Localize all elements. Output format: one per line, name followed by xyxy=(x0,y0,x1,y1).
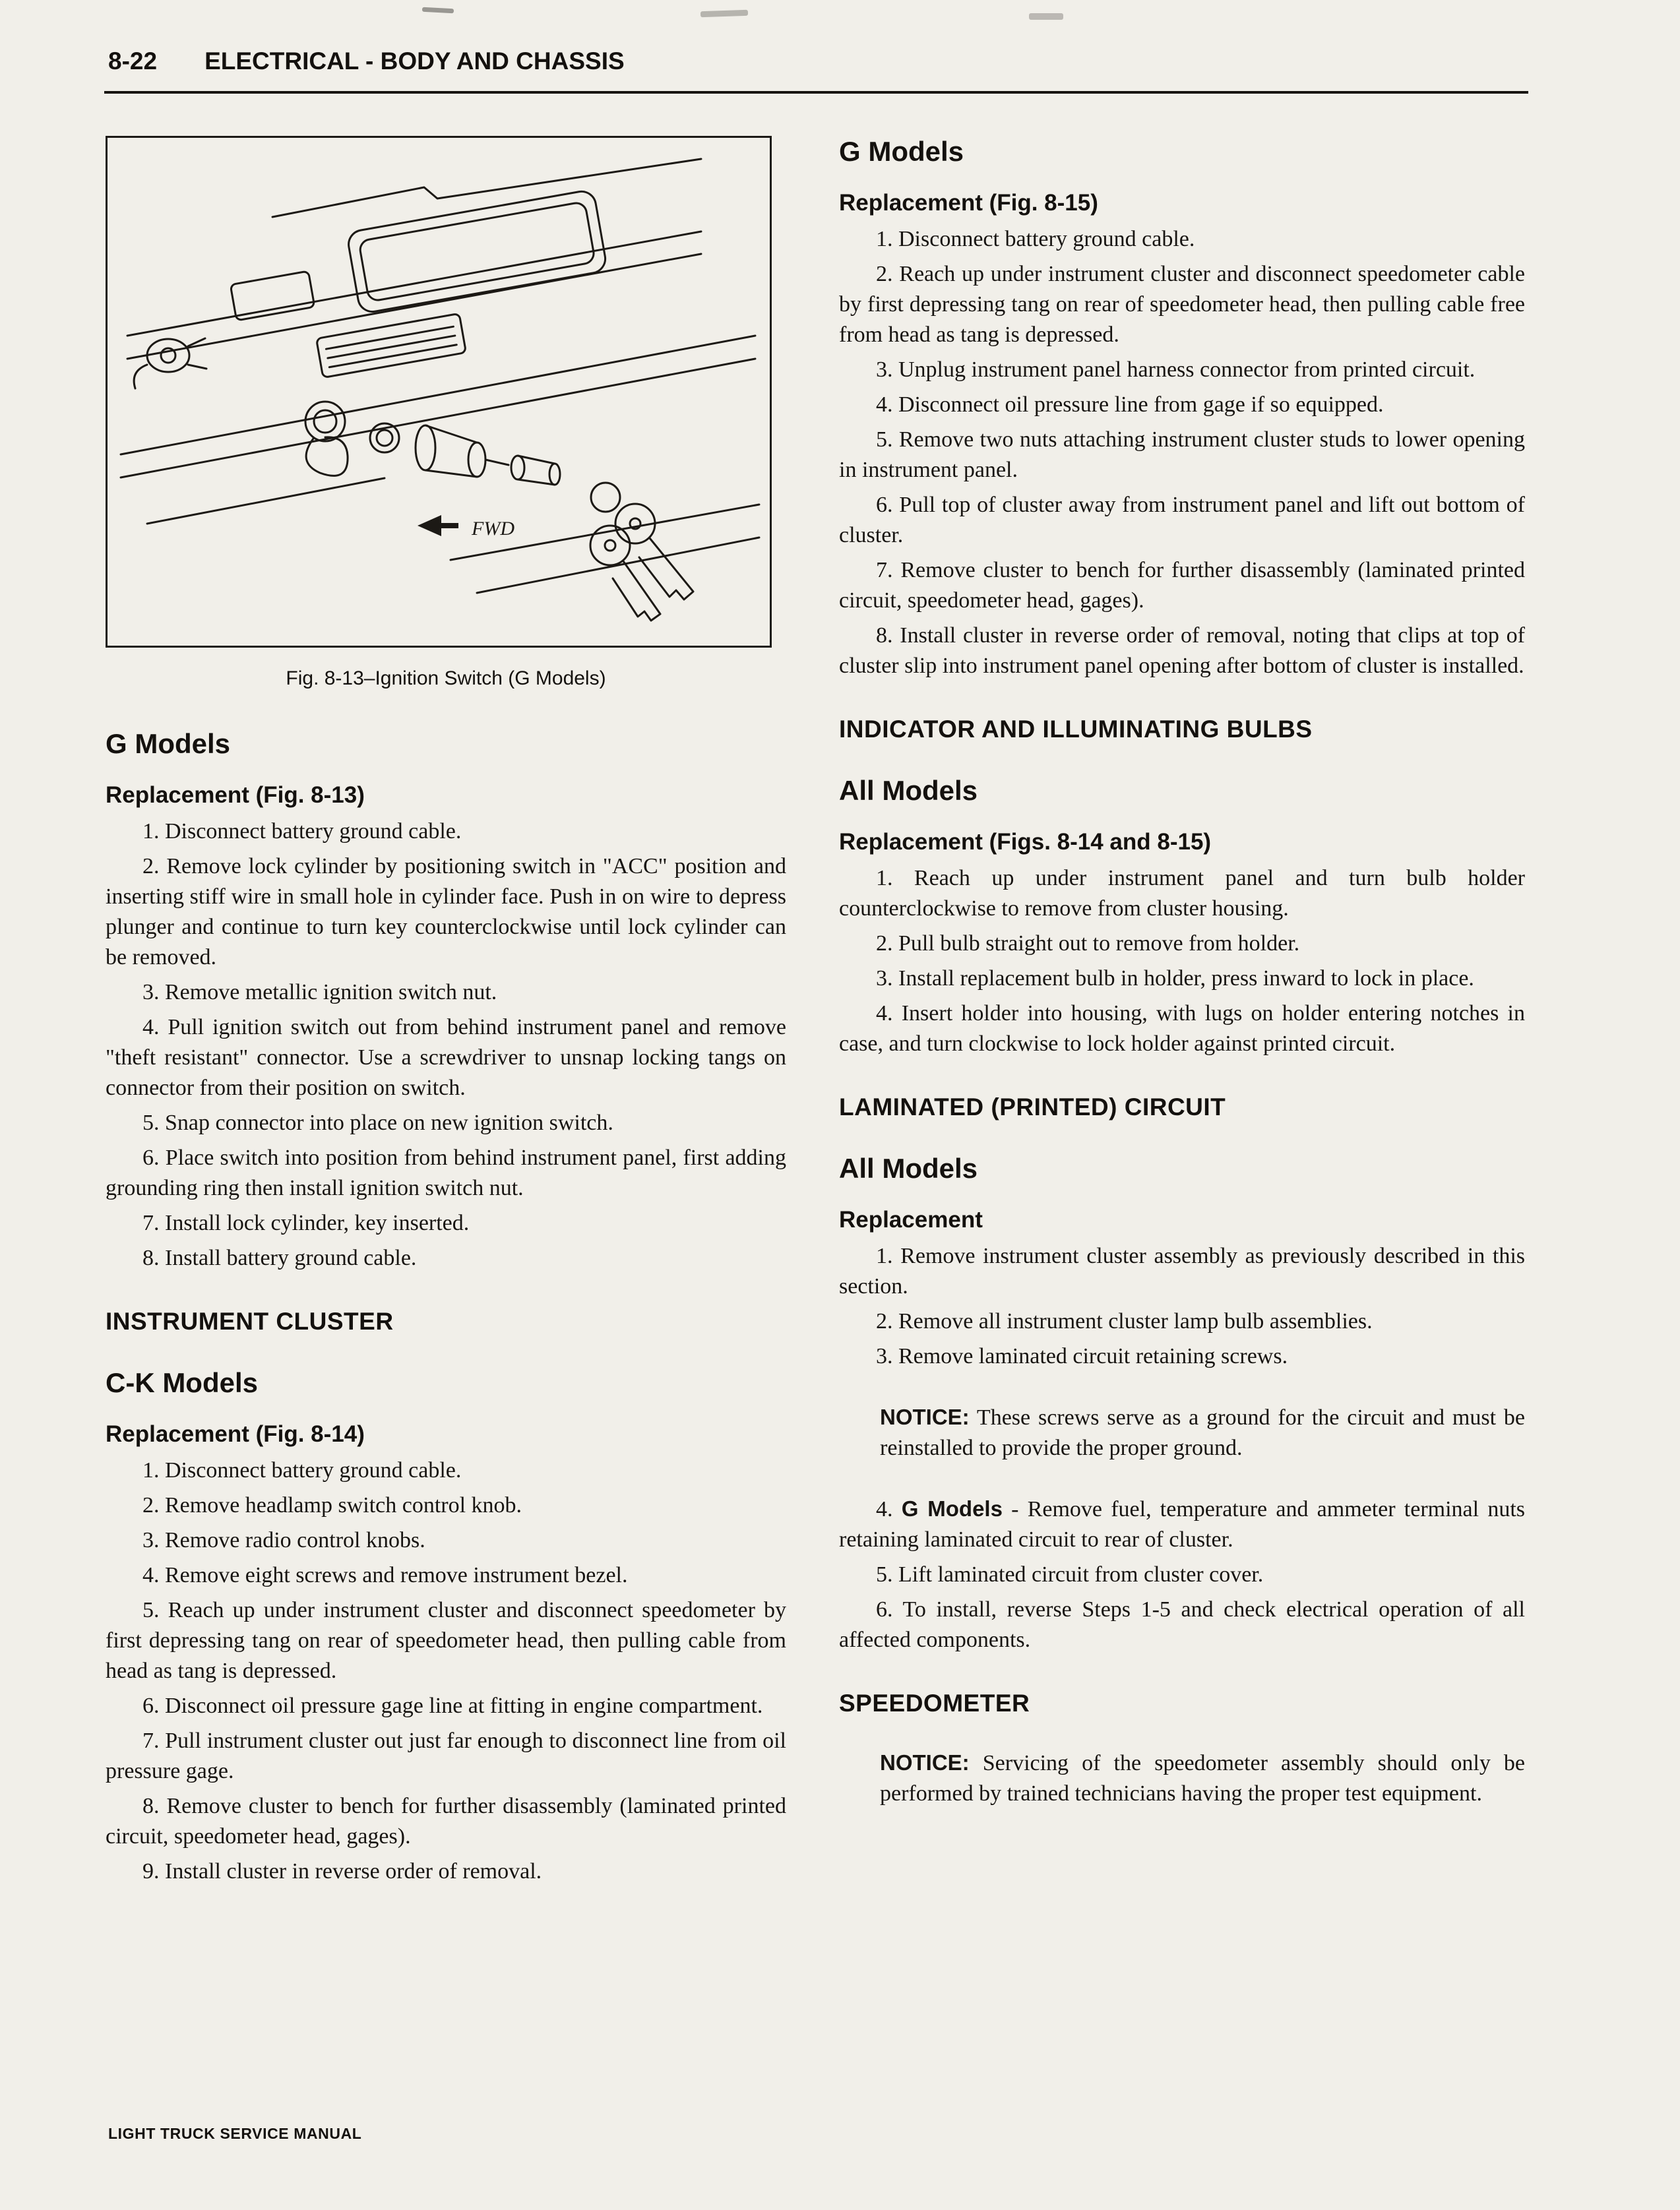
notice-label: NOTICE: xyxy=(880,1405,970,1429)
model-heading: G Models xyxy=(106,728,231,759)
procedure-step: 2. Reach up under instrument cluster and disconnect speedometer cable by first depressing tang on rear of speedometer head, then pulling cable free from head as tang is depressed. xyxy=(839,262,1525,347)
fwd-arrow-icon xyxy=(418,515,458,536)
procedure-step: 4. Insert holder into housing, with lugs on holder entering notches in case, and turn clockwise to lock holder against printed circuit. xyxy=(839,1001,1525,1056)
procedure-step: 6. Place switch into position from behind instrument panel, first adding grounding ring then install ignition switch nut. xyxy=(106,1146,786,1200)
section-heading: INDICATOR AND ILLUMINATING BULBS xyxy=(839,716,1313,743)
procedure-step: 5. Reach up under instrument cluster and disconnect speedometer by first depressing tang on rear of speedometer head, then pulling cable from head as tang is depressed. xyxy=(106,1598,786,1683)
procedure-step: 7. Install lock cylinder, key inserted. xyxy=(142,1211,470,1235)
procedure-step: 6. Pull top of cluster away from instrument panel and lift out bottom of cluster. xyxy=(839,493,1525,547)
procedure-step: 1. Disconnect battery ground cable. xyxy=(142,819,462,844)
notice-block xyxy=(880,1748,1525,1809)
section-heading: SPEEDOMETER xyxy=(839,1690,1030,1717)
procedure-step: 2. Remove headlamp switch control knob. xyxy=(142,1493,522,1518)
left-column xyxy=(106,136,786,1891)
two-column-body xyxy=(0,94,1680,1891)
replacement-heading: Replacement (Fig. 8-14) xyxy=(106,1421,365,1447)
procedure-step: 3. Remove radio control knobs. xyxy=(142,1528,425,1552)
procedure-step: 7. Remove cluster to bench for further disassembly (laminated printed circuit, speedometer head, gages). xyxy=(839,558,1525,613)
notice-text: Servicing of the speedometer assembly should only be performed by trained technicians having the proper test equipment. xyxy=(880,1751,1525,1806)
procedure-step: 3. Remove laminated circuit retaining screws. xyxy=(876,1344,1288,1368)
figure-8-13 xyxy=(106,136,786,690)
model-heading: All Models xyxy=(839,775,978,806)
step-text: - Remove fuel, temperature and ammeter terminal nuts retaining laminated circuit to rear of cluster. xyxy=(839,1497,1525,1552)
replacement-heading: Replacement (Figs. 8-14 and 8-15) xyxy=(839,829,1212,855)
model-heading: C-K Models xyxy=(106,1367,258,1398)
procedure-step: 2. Pull bulb straight out to remove from holder. xyxy=(876,931,1300,956)
right-column xyxy=(839,136,1525,1839)
procedure-step: 1. Remove instrument cluster assembly as previously described in this section. xyxy=(839,1244,1525,1299)
procedure-step: 1. Disconnect battery ground cable. xyxy=(142,1458,462,1483)
page-footer: LIGHT TRUCK SERVICE MANUAL xyxy=(108,2125,362,2142)
procedure-step xyxy=(839,1494,1525,1555)
section-heading: INSTRUMENT CLUSTER xyxy=(106,1308,394,1335)
procedure-step: 4. Disconnect oil pressure line from gage if so equipped. xyxy=(876,392,1384,417)
model-heading: G Models xyxy=(839,136,964,167)
procedure-step: 4. Remove eight screws and remove instrument bezel. xyxy=(142,1563,628,1587)
procedure-step: 4. Pull ignition switch out from behind instrument panel and remove "theft resistant" connector. Use a screwdriver to unsnap locking tangs on connector from their position on switch. xyxy=(106,1015,786,1100)
step-number: 4. xyxy=(876,1497,902,1521)
procedure-step: 1. Reach up under instrument panel and turn bulb holder counterclockwise to remove from cluster housing. xyxy=(839,866,1525,921)
right-column-text xyxy=(839,136,1525,1809)
notice-block xyxy=(880,1402,1525,1463)
procedure-step: 5. Remove two nuts attaching instrument cluster studs to lower opening in instrument panel. xyxy=(839,427,1525,482)
ignition-switch-drawing xyxy=(108,138,770,646)
procedure-step: 8. Install battery ground cable. xyxy=(142,1246,417,1270)
model-heading: All Models xyxy=(839,1153,978,1184)
procedure-step: 8. Remove cluster to bench for further disassembly (laminated printed circuit, speedometer head, gages). xyxy=(106,1794,786,1849)
procedure-step: 3. Install replacement bulb in holder, press inward to lock in place. xyxy=(876,966,1474,991)
procedure-step: 7. Pull instrument cluster out just far enough to disconnect line from oil pressure gage. xyxy=(106,1729,786,1783)
procedure-step: 3. Unplug instrument panel harness connector from printed circuit. xyxy=(876,357,1476,382)
page-number: 8-22 xyxy=(108,47,158,75)
fwd-label: FWD xyxy=(472,518,514,539)
procedure-step: 8. Install cluster in reverse order of removal, noting that clips at top of cluster slip into instrument panel opening after bottom of cluster is installed. xyxy=(839,623,1525,678)
figure-caption: Fig. 8-13–Ignition Switch (G Models) xyxy=(286,667,606,689)
notice-label: NOTICE: xyxy=(880,1750,970,1775)
procedure-step: 6. To install, reverse Steps 1-5 and check electrical operation of all affected components. xyxy=(839,1597,1525,1652)
procedure-step: 2. Remove all instrument cluster lamp bulb assemblies. xyxy=(876,1309,1373,1334)
procedure-step: 3. Remove metallic ignition switch nut. xyxy=(142,980,497,1004)
notice-text: These screws serve as a ground for the circuit and must be reinstalled to provide the proper ground. xyxy=(880,1405,1525,1460)
figure-illustration xyxy=(106,136,772,648)
procedure-step: 9. Install cluster in reverse order of removal. xyxy=(142,1859,542,1884)
replacement-heading: Replacement (Fig. 8-15) xyxy=(839,190,1098,216)
left-column-text xyxy=(106,728,786,1887)
procedure-step: 2. Remove lock cylinder by positioning switch in "ACC" position and inserting stiff wire in small hole in cylinder face. Push in on wire to depress plunger and continue to turn key counterclockwise until lock cylinder can be removed. xyxy=(106,854,786,969)
page-title: ELECTRICAL - BODY AND CHASSIS xyxy=(204,47,625,75)
page-header xyxy=(0,0,1680,75)
inline-bold-label: G Models xyxy=(901,1496,1003,1521)
procedure-step: 1. Disconnect battery ground cable. xyxy=(876,227,1195,251)
procedure-step: 5. Lift laminated circuit from cluster cover. xyxy=(876,1562,1264,1587)
procedure-step: 6. Disconnect oil pressure gage line at fitting in engine compartment. xyxy=(142,1694,763,1718)
procedure-step: 5. Snap connector into place on new ignition switch. xyxy=(142,1111,613,1135)
replacement-heading: Replacement xyxy=(839,1207,983,1233)
scan-artifact xyxy=(1029,13,1063,20)
section-heading: LAMINATED (PRINTED) CIRCUIT xyxy=(839,1093,1226,1120)
replacement-heading: Replacement (Fig. 8-13) xyxy=(106,782,365,808)
